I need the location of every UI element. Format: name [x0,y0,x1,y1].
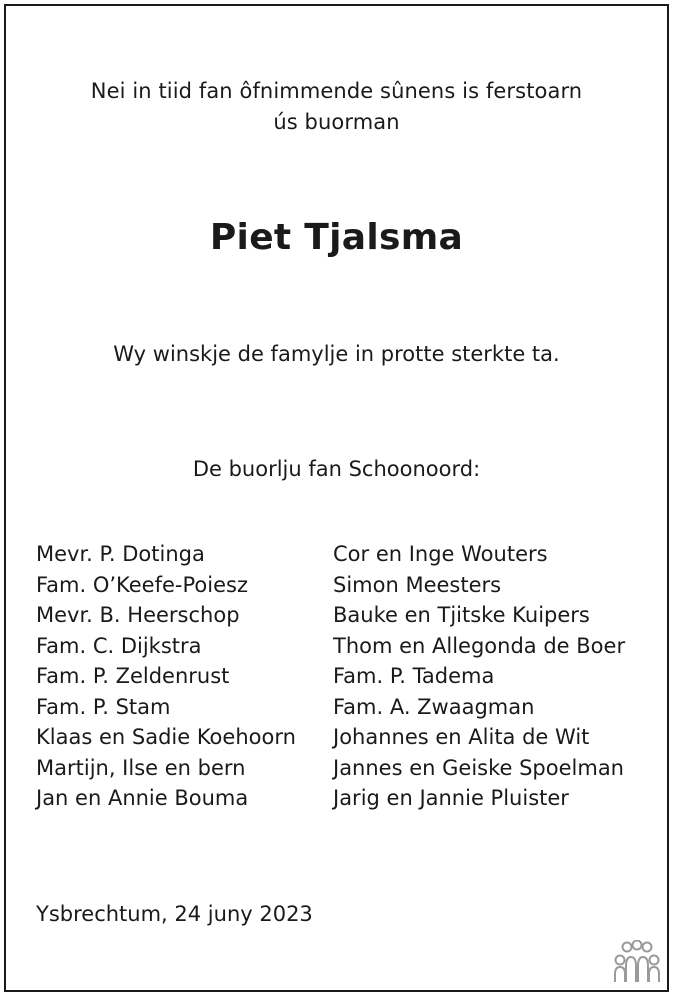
neighbors-list-right [333,539,625,814]
neighbor-name: Fam. O’Keefe-Poiesz [36,572,248,597]
neighbor-name: Fam. C. Dijkstra [36,633,202,658]
neighbor-name: Jannes en Geiske Spoelman [333,755,624,780]
neighbor-name: Bauke en Tjitske Kuipers [333,603,590,627]
intro-line-1: Nei in tiid fan ôfnimmende sûnens is ferstoarn [90,79,583,103]
neighbor-name: Fam. P. Stam [36,694,171,719]
deceased-name: Piet Tjalsma [209,217,464,258]
neighbor-name: Jarig en Jannie Pluister [333,786,569,810]
neighbor-name: Thom en Allegonda de Boer [333,633,626,658]
neighbor-name: Johannes en Alita de Wit [333,725,590,749]
neighbor-name: Jan en Annie Bouma [36,786,249,810]
neighbors-list-left [36,539,296,814]
death-notice-card [4,4,669,992]
neighbor-name: Fam. A. Zwaagman [333,694,535,719]
signoff-heading: De buorlju fan Schoonoord: [192,457,481,481]
intro-line-2: ús buorman [273,110,400,134]
neighbor-name: Mevr. B. Heerschop [36,603,240,627]
neighbor-name: Fam. P. Zeldenrust [36,664,230,688]
condolence-wish: Wy winskje de famylje in protte sterkte ta. [113,342,560,366]
place-and-date: Ysbrechtum, 24 juny 2023 [36,902,313,926]
intro-text [6,76,667,138]
neighbor-name: Fam. P. Tadema [333,664,495,688]
neighbor-name: Simon Meesters [333,572,502,597]
neighbor-name: Mevr. P. Dotinga [36,542,205,566]
neighbor-name: Martijn, Ilse en bern [36,755,246,780]
neighbor-name: Klaas en Sadie Koehoorn [36,725,296,749]
neighbor-name: Cor en Inge Wouters [333,542,548,566]
people-group-icon [613,940,661,984]
